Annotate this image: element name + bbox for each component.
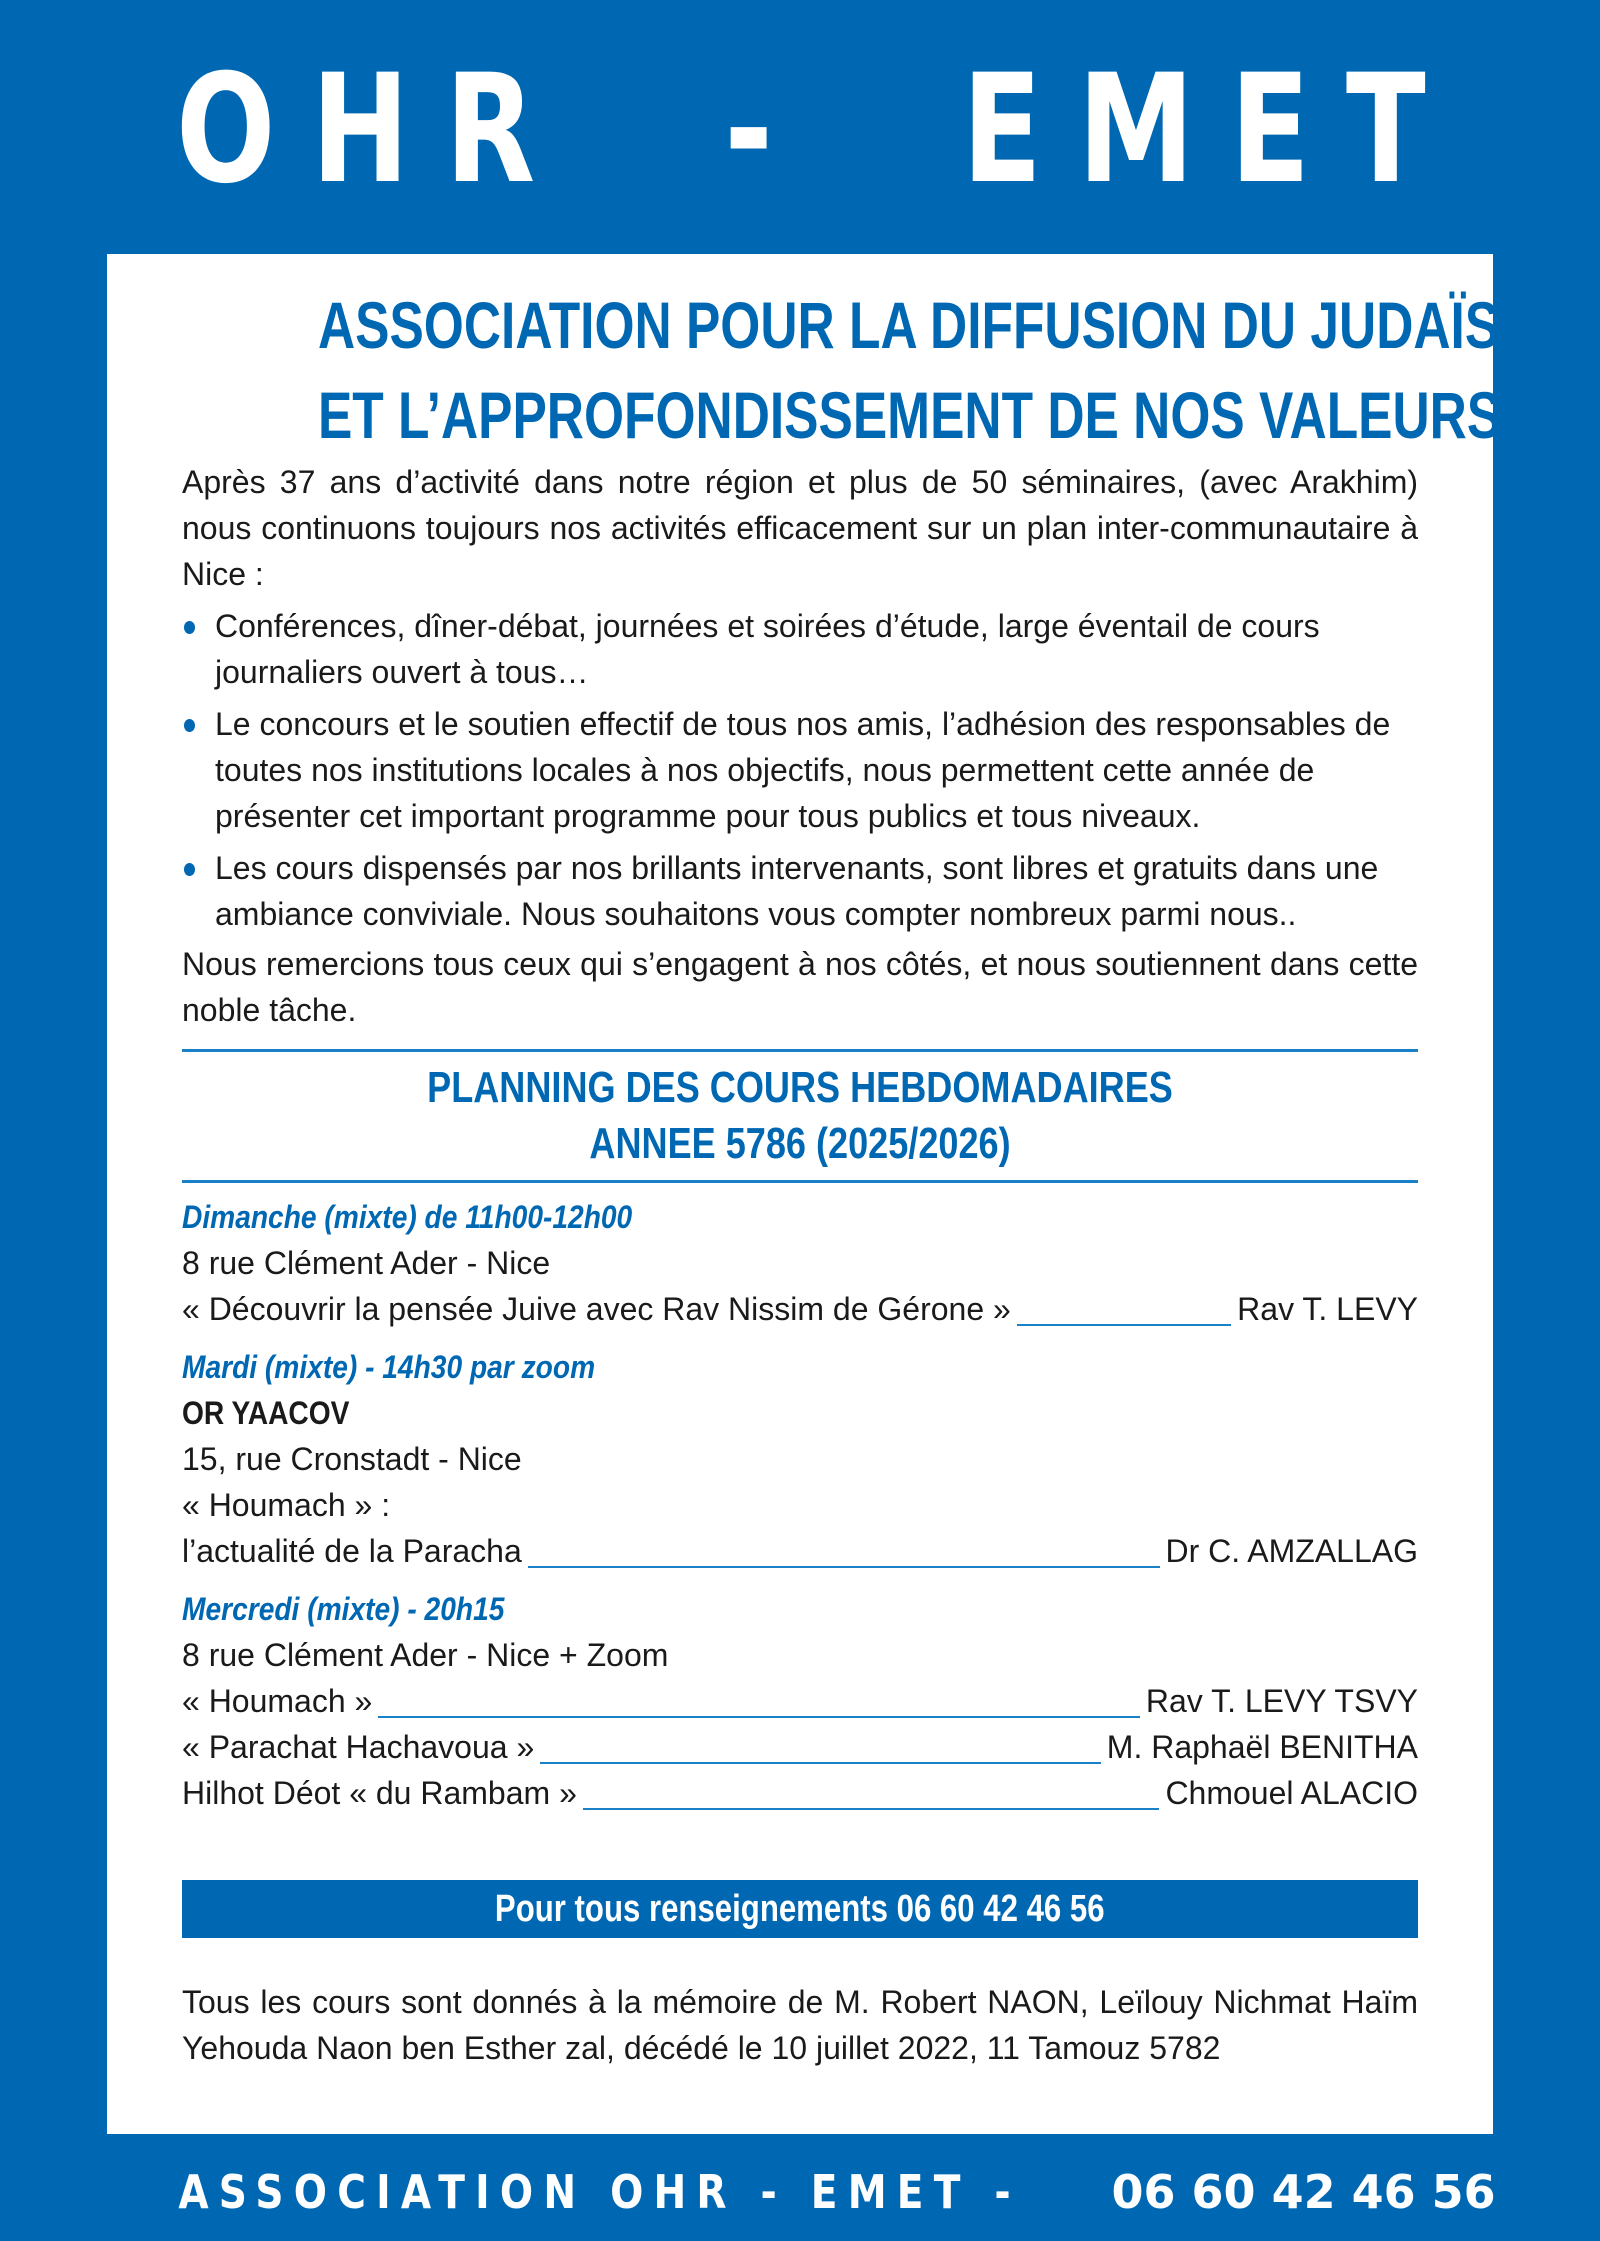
course-speaker: Rav T. LEVY TSVY — [1145, 1683, 1418, 1719]
course-title: « Découvrir la pensée Juive avec Rav Nissim de Gérone » — [182, 1291, 1011, 1327]
course-title: l’actualité de la Paracha — [182, 1533, 522, 1569]
planning-title — [182, 1060, 1418, 1172]
headline-line-1: ASSOCIATION POUR LA DIFFUSION DU JUDAÏSME — [317, 288, 1577, 362]
day-heading: Dimanche (mixte) de 11h00-12h00 — [182, 1199, 633, 1235]
intro-section — [182, 459, 1418, 1033]
course-speaker: M. Raphaël BENITHA — [1106, 1729, 1418, 1765]
footer-association: ASSOCIATION OHR - EMET - — [178, 2165, 1022, 2219]
course-row — [182, 1724, 1418, 1770]
headline — [182, 280, 1577, 460]
divider-bottom — [182, 1180, 1418, 1183]
bullet-text: Le concours et le soutien effectif de tous nos amis, l’adhésion des responsables de toutes nos institutions locales à nos objectifs, nous permettent cette année de présenter cet important programme pour tous publics et tous niveaux. — [215, 706, 1391, 834]
bullet-dot-icon — [184, 621, 195, 634]
day-heading: Mercredi (mixte) - 20h15 — [182, 1591, 505, 1627]
course-speaker: Dr C. AMZALLAG — [1165, 1533, 1418, 1569]
leader-line — [528, 1566, 1160, 1568]
course-subtitle: « Houmach » : — [182, 1487, 391, 1523]
schedule — [182, 1194, 1418, 1816]
content-panel — [107, 254, 1577, 2134]
leader-line — [1017, 1324, 1231, 1326]
venue-name: OR YAACOV — [182, 1395, 350, 1431]
bullet-item — [182, 845, 1418, 937]
course-title: « Houmach » — [182, 1683, 373, 1719]
divider-top — [182, 1049, 1418, 1052]
course-speaker: Rav T. LEVY — [1237, 1291, 1418, 1327]
leader-line — [378, 1716, 1140, 1718]
intro-paragraph: Après 37 ans d’activité dans notre région et plus de 50 séminaires, (avec Arakhim) nous continuons toujours nos activités efficacement sur un plan inter-communautaire à Nice : — [182, 464, 1418, 592]
course-title: « Parachat Hachavoua » — [182, 1729, 535, 1765]
leader-line — [583, 1808, 1160, 1810]
bullet-dot-icon — [184, 719, 195, 732]
course-row — [182, 1770, 1418, 1816]
leader-line — [540, 1762, 1101, 1764]
footer-phone: 06 60 42 46 56 — [1111, 2165, 1496, 2219]
course-title: Hilhot Déot « du Rambam » — [182, 1775, 577, 1811]
course-speaker: Chmouel ALACIO — [1165, 1775, 1418, 1811]
planning-title-line-1: PLANNING DES COURS HEBDOMADAIRES — [427, 1063, 1173, 1112]
closing-paragraph: Nous remercions tous ceux qui s’engagent à nos côtés, et nous soutiennent dans cette noble tâche. — [182, 946, 1418, 1028]
headline-line-2: ET L’APPROFONDISSEMENT DE NOS VALEURS — [317, 378, 1502, 452]
bullet-text: Les cours dispensés par nos brillants intervenants, sont libres et gratuits dans une ambiance conviviale. Nous souhaitons vous compter nombreux parmi nous.. — [215, 850, 1379, 932]
page-title: OHR - EMET — [176, 43, 1462, 217]
schedule-day-wednesday — [182, 1586, 1418, 1816]
bullet-item — [182, 701, 1418, 839]
course-address: 15, rue Cronstadt - Nice — [182, 1441, 522, 1477]
info-bar — [182, 1880, 1418, 1938]
planning-title-line-2: ANNEE 5786 (2025/2026) — [589, 1119, 1011, 1168]
course-row — [182, 1286, 1418, 1332]
day-heading: Mardi (mixte) - 14h30 par zoom — [182, 1349, 596, 1385]
bullet-item — [182, 603, 1418, 695]
course-address: 8 rue Clément Ader - Nice — [182, 1245, 551, 1281]
course-row — [182, 1528, 1418, 1574]
course-row — [182, 1678, 1418, 1724]
memorial-text: Tous les cours sont donnés à la mémoire de M. Robert NAON, Leïlouy Nichmat Haïm Yehouda Naon ben Esther zal, décédé le 10 juillet 2022, 11 Tamouz 5782 — [182, 1984, 1418, 2066]
bullet-text: Conférences, dîner-débat, journées et soirées d’étude, large éventail de cours journaliers ouvert à tous… — [215, 608, 1320, 690]
course-address: 8 rue Clément Ader - Nice + Zoom — [182, 1637, 669, 1673]
bullet-dot-icon — [184, 863, 195, 876]
footer — [0, 2164, 1600, 2220]
schedule-day-tuesday — [182, 1344, 1418, 1574]
info-bar-text: Pour tous renseignements 06 60 42 46 56 — [495, 1888, 1105, 1930]
schedule-day-sunday — [182, 1194, 1418, 1332]
